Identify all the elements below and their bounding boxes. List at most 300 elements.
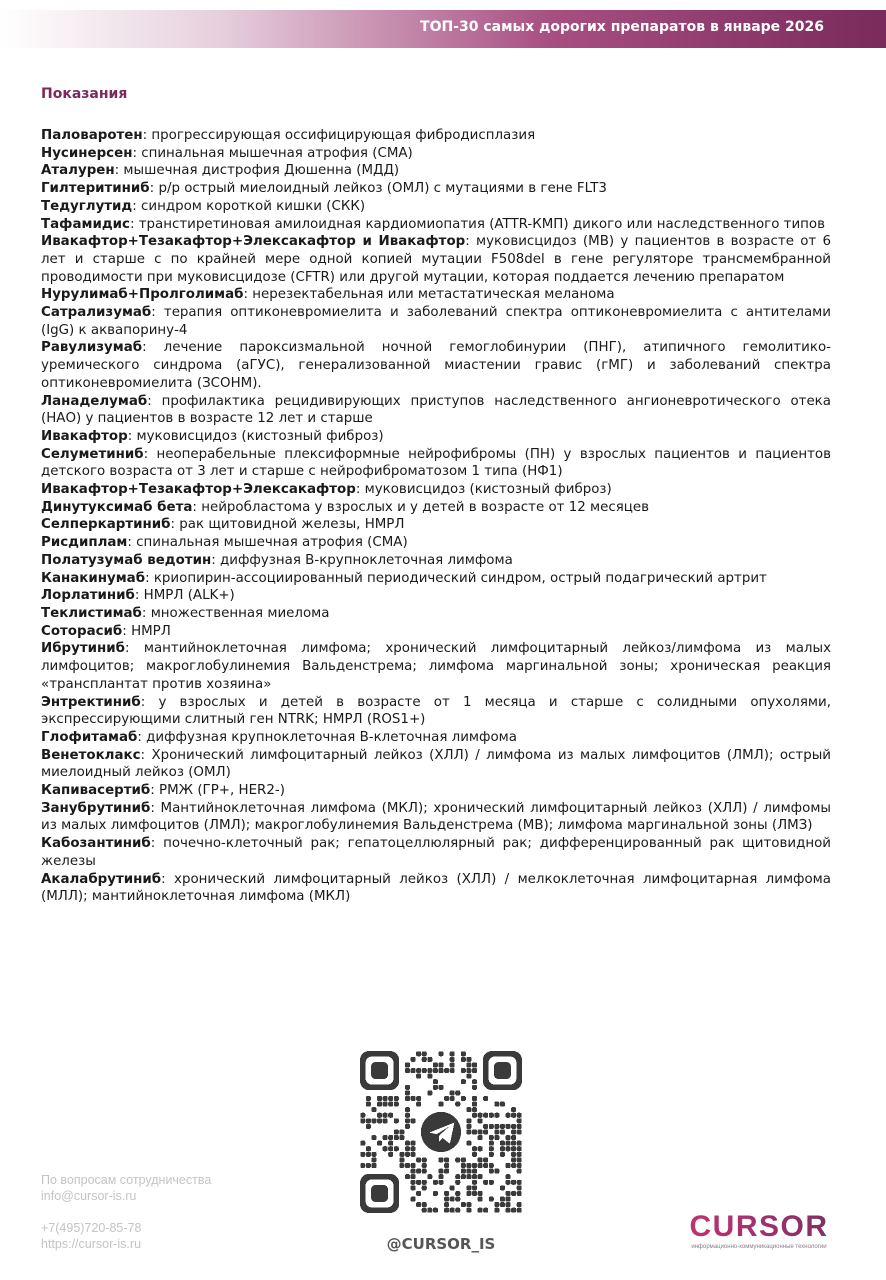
qr-module [517, 1208, 522, 1213]
qr-module [411, 1197, 416, 1202]
qr-module [461, 1051, 466, 1056]
qr-module [405, 1107, 410, 1112]
qr-module [371, 1163, 376, 1168]
drug-name: Динутуксимаб бета [41, 499, 193, 515]
section-title: Показания [41, 86, 128, 102]
qr-module [422, 1051, 427, 1056]
drug-name: Венетоклакс [41, 747, 141, 763]
qr-module [405, 1090, 410, 1095]
contact-phone[interactable]: +7(495)720-85-78 [41, 1221, 142, 1235]
qr-module [494, 1208, 499, 1213]
qr-module [478, 1157, 483, 1162]
drug-name: Равулизумаб [41, 340, 143, 356]
drug-name: Тафамидис [41, 216, 130, 232]
qr-module [360, 1163, 365, 1168]
qr-module [472, 1191, 477, 1196]
qr-module [444, 1208, 449, 1213]
qr-module [399, 1157, 404, 1162]
qr-module [511, 1124, 516, 1129]
qr-module [461, 1169, 466, 1174]
qr-module [466, 1074, 471, 1079]
qr-module [511, 1163, 516, 1168]
qr-module [483, 1208, 488, 1213]
qr-module [500, 1197, 505, 1202]
qr-module [483, 1129, 488, 1134]
qr-module [489, 1146, 494, 1151]
qr-module [472, 1113, 477, 1118]
qr-module [517, 1129, 522, 1134]
qr-module [466, 1169, 471, 1174]
qr-module [478, 1113, 483, 1118]
qr-module [450, 1096, 455, 1101]
qr-module [517, 1191, 522, 1196]
qr-module [483, 1163, 488, 1168]
qr-module [405, 1085, 410, 1090]
qr-module [377, 1102, 382, 1107]
qr-module [438, 1051, 443, 1056]
qr-module [472, 1180, 477, 1185]
drug-name: Энтректиниб [41, 694, 141, 710]
qr-module [405, 1146, 410, 1151]
qr-module [466, 1124, 471, 1129]
indication-text: хронический лимфоцитарный лейкоз (ХЛЛ) / мелкоклеточная лимфоцитарная лимфома (МЛЛ); мантийноклеточная лимфома (МКЛ) [41, 871, 831, 905]
qr-module [394, 1102, 399, 1107]
indication-entry: Ивакафтор: муковисцидоз (кистозный фиброз) [41, 428, 384, 444]
qr-module [506, 1208, 511, 1213]
indication-text: НМРЛ (ALK+) [143, 588, 235, 604]
qr-module [489, 1124, 494, 1129]
qr-module [394, 1135, 399, 1140]
qr-module [422, 1185, 427, 1190]
qr-module [438, 1180, 443, 1185]
qr-module [416, 1202, 421, 1207]
qr-module [506, 1197, 511, 1202]
drug-name: Ивакафтор [41, 428, 128, 444]
indication-text: криопирин-ассоциированный периодический синдром, острый подагрический артрит [153, 570, 767, 586]
qr-finder-core [371, 1062, 388, 1079]
qr-module [411, 1169, 416, 1174]
indication-text: нейробластома у взрослых и у детей в возрасте от 12 месяцев [201, 499, 649, 515]
qr-module [494, 1124, 499, 1129]
qr-module [388, 1135, 393, 1140]
qr-module [433, 1191, 438, 1196]
qr-module [455, 1102, 460, 1107]
qr-module [466, 1062, 471, 1067]
qr-module [433, 1208, 438, 1213]
qr-module [450, 1057, 455, 1062]
indication-entry: Паловаротен: прогрессирующая оссифицирующая фибродисплазия [41, 128, 536, 143]
qr-module [506, 1124, 511, 1129]
indication-text: прогрессирующая оссифицирующая фибродисплазия [151, 128, 536, 143]
drug-name: Нусинерсен [41, 145, 133, 161]
indication-text: Хронический лимфоцитарный лейкоз (ХЛЛ) / лимфома из малых лимфоцитов (ЛМЛ); острый миелоидный лейкоз (ОМЛ) [41, 747, 831, 781]
indication-entry: Теклистимаб: множественная миелома [41, 605, 330, 621]
qr-module [427, 1174, 432, 1179]
qr-module [416, 1074, 421, 1079]
qr-module [433, 1085, 438, 1090]
qr-module [506, 1163, 511, 1168]
qr-module [444, 1096, 449, 1101]
indication-entry: Ибрутиниб: мантийноклеточная лимфома; хронический лимфоцитарный лейкоз/лимфома из малых лимфоцитов; макроглобулинемия Вальденстрема; лимфома маргинальной зоны; хроническая реакция «трансплантат против хозяина» [41, 641, 831, 692]
drug-name: Канакинумаб [41, 570, 146, 586]
indication-text: множественная миелома [150, 605, 330, 621]
qr-module [411, 1096, 416, 1101]
indication-text: синдром короткой кишки (СКК) [141, 198, 366, 214]
qr-module [438, 1062, 443, 1067]
qr-module [466, 1068, 471, 1073]
indication-text: лечение пароксизмальной ночной гемоглобинурии (ПНГ), атипичного гемолитико-уремического синдрома (аГУС), генерализованной миастении гравис (гМГ) и заболеваний спектра оптиконевромиелита (ЗСОНМ). [41, 340, 831, 391]
qr-module [483, 1157, 488, 1162]
qr-module [489, 1169, 494, 1174]
qr-module [472, 1068, 477, 1073]
qr-module [416, 1191, 421, 1196]
qr-module [450, 1062, 455, 1067]
qr-module [450, 1090, 455, 1095]
qr-module [411, 1180, 416, 1185]
qr-module [399, 1152, 404, 1157]
qr-module [405, 1062, 410, 1067]
indication-entry: Гилтеритиниб: р/р острый миелоидный лейкоз (ОМЛ) с мутациями в гене FLT3 [41, 181, 607, 197]
qr-module [433, 1062, 438, 1067]
qr-module [483, 1096, 488, 1101]
qr-module [472, 1062, 477, 1067]
qr-finder-core [371, 1185, 388, 1202]
indication-text: диффузная крупноклеточная В-клеточная лимфома [146, 729, 517, 745]
indication-entry: Тафамидис: транстиретиновая амилоидная кардиомиопатия (ATTR-КМП) дикого или наследственного типов [41, 216, 826, 232]
qr-module [416, 1051, 421, 1056]
qr-module [466, 1118, 471, 1123]
indication-text: нерезектабельная или метастатическая меланома [252, 287, 615, 303]
qr-module [438, 1068, 443, 1073]
logo-wordmark: CURSOR [683, 1212, 835, 1242]
qr-module [366, 1163, 371, 1168]
qr-module [438, 1085, 443, 1090]
qr-module [494, 1129, 499, 1134]
indication-entry: Ланаделумаб: профилактика рецидивирующих приступов наследственного ангионевротического отека (НАО) у пациентов в возрасте 12 лет и старше [41, 393, 831, 427]
qr-module [433, 1079, 438, 1084]
qr-module [405, 1141, 410, 1146]
qr-module [383, 1118, 388, 1123]
qr-module [366, 1146, 371, 1151]
qr-finder-core [494, 1062, 511, 1079]
qr-module [444, 1169, 449, 1174]
indication-text: мышечная дистрофия Дюшенна (МДД) [123, 163, 400, 179]
qr-module [489, 1135, 494, 1140]
contact-website[interactable]: https://cursor-is.ru [41, 1237, 142, 1251]
indication-entry: Полатузумаб ведотин: диффузная В-крупноклеточная лимфома [41, 552, 513, 568]
qr-module [377, 1118, 382, 1123]
qr-module [506, 1135, 511, 1140]
indication-entry: Равулизумаб: лечение пароксизмальной ночной гемоглобинурии (ПНГ), атипичного гемолитико-уремического синдрома (аГУС), генерализованной миастении гравис (гМГ) и заболеваний спектра оптиконевромиелита (ЗСОНМ). [41, 340, 831, 391]
qr-module [517, 1141, 522, 1146]
indication-text: р/р острый миелоидный лейкоз (ОМЛ) с мутациями в гене FLT3 [158, 181, 607, 197]
drug-name: Ивакафтор+Тезакафтор+Элексакафтор и Ивакафтор [41, 234, 466, 250]
qr-module [416, 1068, 421, 1073]
qr-module [466, 1057, 471, 1062]
qr-module [416, 1180, 421, 1185]
qr-module [405, 1113, 410, 1118]
indication-entry: Соторасиб: НМРЛ [41, 623, 171, 639]
qr-module [405, 1163, 410, 1168]
qr-module [461, 1068, 466, 1073]
qr-module [483, 1180, 488, 1185]
qr-module [478, 1129, 483, 1134]
qr-module [399, 1163, 404, 1168]
qr-module [405, 1152, 410, 1157]
qr-module [517, 1157, 522, 1162]
qr-module [494, 1135, 499, 1140]
qr-module [438, 1157, 443, 1162]
qr-module [461, 1079, 466, 1084]
qr-module [466, 1141, 471, 1146]
indication-text: мантийноклеточная лимфома; хронический лимфоцитарный лейкоз/лимфома из малых лимфоцитов; макроглобулинемия Вальденстрема; лимфома маргинальной зоны; хроническая реакция «трансплантат против хозяина» [41, 641, 831, 692]
qr-module [433, 1180, 438, 1185]
qr-module [444, 1163, 449, 1168]
drug-name: Ибрутиниб [41, 641, 125, 657]
qr-module [500, 1202, 505, 1207]
qr-module [455, 1157, 460, 1162]
indication-text: РМЖ (ГР+, HER2-) [159, 783, 285, 799]
qr-module [371, 1118, 376, 1123]
indication-entry: Динутуксимаб бета: нейробластома у взрослых и у детей в возрасте от 12 месяцев [41, 499, 649, 515]
qr-module [388, 1102, 393, 1107]
qr-module [500, 1124, 505, 1129]
drug-name: Капивасертиб [41, 783, 151, 799]
qr-module [444, 1202, 449, 1207]
qr-module [383, 1113, 388, 1118]
indication-text: спинальная мышечная атрофия (СМА) [141, 145, 413, 161]
indication-text: муковисцидоз (МВ) у пациентов в возрасте от 6 лет и старше с по крайней мере одной копией мутации F508del в гене регуляторе трансмембранной проводимости при муковисцидозе (CFTR) или другой мутации, которая поддается лечению препаратом [41, 234, 831, 285]
qr-module [478, 1191, 483, 1196]
drug-name: Селперкартиниб [41, 517, 171, 533]
qr-module [478, 1118, 483, 1123]
qr-module [461, 1157, 466, 1162]
drug-name: Акалабрутиниб [41, 871, 162, 887]
qr-module [494, 1169, 499, 1174]
indication-entry: Кабозантиниб: почечно-клеточный рак; гепатоцеллюлярный рак; дифференцированный рак щитовидной железы [41, 836, 831, 869]
qr-module [472, 1146, 477, 1151]
qr-module [494, 1202, 499, 1207]
qr-module [422, 1208, 427, 1213]
qr-module [472, 1174, 477, 1179]
drug-name: Лорлатиниб [41, 588, 135, 604]
qr-module [517, 1113, 522, 1118]
qr-module [461, 1057, 466, 1062]
qr-module [506, 1174, 511, 1179]
qr-module [461, 1096, 466, 1101]
qr-module [411, 1174, 416, 1179]
qr-module [517, 1152, 522, 1157]
qr-module [427, 1208, 432, 1213]
qr-module [478, 1174, 483, 1179]
qr-module [511, 1129, 516, 1134]
indication-entry: Занубрутиниб: Мантийноклеточная лимфома (МКЛ); хронический лимфоцитарный лейкоз (ХЛЛ) / лимфомы из малых лимфоцитов (ЛМЛ); макроглобулинемия Вальденстрема (МВ); лимфома маргинальной зоны (ЛМЗ) [41, 800, 831, 834]
qr-module [427, 1074, 432, 1079]
qr-module [506, 1113, 511, 1118]
qr-module [422, 1068, 427, 1073]
indication-entry: Лорлатиниб: НМРЛ (ALK+) [41, 588, 235, 604]
indication-entry: Нусинерсен: спинальная мышечная атрофия (СМА) [41, 145, 413, 161]
indication-entry: Рисдиплам: спинальная мышечная атрофия (СМА) [41, 535, 408, 551]
qr-module [388, 1141, 393, 1146]
qr-module [383, 1146, 388, 1151]
telegram-icon [421, 1112, 461, 1152]
qr-module [360, 1141, 365, 1146]
qr-module [405, 1068, 410, 1073]
qr-module [511, 1135, 516, 1140]
indication-entry: Сатрализумаб: терапия оптиконевромиелита и заболеваний спектра оптиконевромиелита с антителами (IgG) к аквапорину-4 [41, 305, 831, 338]
contact-email[interactable]: info@cursor-is.ru [41, 1189, 137, 1203]
qr-module [466, 1174, 471, 1179]
qr-module [489, 1152, 494, 1157]
qr-module [383, 1102, 388, 1107]
qr-module [494, 1113, 499, 1118]
indication-entry: Капивасертиб: РМЖ (ГР+, HER2-) [41, 783, 285, 799]
qr-module [416, 1169, 421, 1174]
qr-module [506, 1202, 511, 1207]
qr-module [394, 1146, 399, 1151]
qr-module [411, 1163, 416, 1168]
qr-module [455, 1090, 460, 1095]
qr-module [411, 1146, 416, 1151]
indication-entry: Тедуглутид: синдром короткой кишки (СКК) [41, 198, 366, 214]
qr-module [472, 1096, 477, 1101]
qr-module [371, 1107, 376, 1112]
qr-module [472, 1102, 477, 1107]
telegram-qr-code[interactable] [360, 1051, 522, 1213]
indication-entry: Венетоклакс: Хронический лимфоцитарный лейкоз (ХЛЛ) / лимфома из малых лимфоцитов (ЛМЛ); острый миелоидный лейкоз (ОМЛ) [41, 747, 831, 781]
indication-entry: Селперкартиниб: рак щитовидной железы, НМРЛ [41, 517, 405, 533]
qr-module [450, 1208, 455, 1213]
qr-module [444, 1197, 449, 1202]
qr-module [371, 1135, 376, 1140]
qr-module [416, 1102, 421, 1107]
qr-module [489, 1163, 494, 1168]
qr-module [500, 1185, 505, 1190]
qr-module [405, 1096, 410, 1101]
qr-module [411, 1141, 416, 1146]
qr-module [394, 1118, 399, 1123]
indication-text: муковисцидоз (кистозный фиброз) [136, 428, 384, 444]
qr-module [466, 1185, 471, 1190]
qr-module [511, 1107, 516, 1112]
qr-module [472, 1169, 477, 1174]
qr-module [511, 1152, 516, 1157]
qr-module [377, 1141, 382, 1146]
indications-list [41, 127, 831, 906]
qr-module [438, 1174, 443, 1179]
qr-module [489, 1197, 494, 1202]
indication-entry: Ивакафтор+Тезакафтор+Элексакафтор: муковисцидоз (кистозный фиброз) [41, 482, 612, 498]
qr-module [366, 1152, 371, 1157]
qr-module [360, 1152, 365, 1157]
qr-module [517, 1185, 522, 1190]
qr-module [466, 1129, 471, 1134]
qr-module [466, 1107, 471, 1112]
qr-module [500, 1129, 505, 1134]
drug-name: Кабозантиниб [41, 836, 151, 852]
qr-module [444, 1157, 449, 1162]
drug-name: Нурулимаб+Пролголимаб [41, 287, 244, 303]
drug-name: Паловаротен [41, 128, 143, 143]
qr-module [455, 1208, 460, 1213]
qr-module [377, 1113, 382, 1118]
qr-module [511, 1180, 516, 1185]
qr-module [427, 1068, 432, 1073]
qr-module [489, 1141, 494, 1146]
drug-name: Селуметиниб [41, 446, 144, 462]
qr-module [371, 1157, 376, 1162]
drug-name: Аталурен [41, 163, 115, 179]
qr-module [377, 1096, 382, 1101]
qr-module [455, 1180, 460, 1185]
qr-module [444, 1191, 449, 1196]
qr-module [472, 1185, 477, 1190]
qr-module [450, 1068, 455, 1073]
qr-module [466, 1202, 471, 1207]
qr-module [478, 1146, 483, 1151]
qr-module [500, 1141, 505, 1146]
qr-module [388, 1113, 393, 1118]
qr-module [517, 1124, 522, 1129]
qr-module [450, 1197, 455, 1202]
indication-text: терапия оптиконевромиелита и заболеваний спектра оптиконевромиелита с антителами (IgG) к аквапорину-4 [41, 305, 831, 338]
qr-module [511, 1146, 516, 1151]
qr-module [422, 1057, 427, 1062]
qr-module [472, 1129, 477, 1134]
qr-module [506, 1191, 511, 1196]
indication-entry: Глофитамаб: диффузная крупноклеточная В-клеточная лимфома [41, 729, 517, 745]
qr-module [500, 1152, 505, 1157]
qr-module [366, 1124, 371, 1129]
qr-module [388, 1146, 393, 1151]
qr-module [472, 1085, 477, 1090]
drug-name: Глофитамаб [41, 729, 138, 745]
qr-module [399, 1135, 404, 1140]
qr-module [411, 1118, 416, 1123]
qr-module [438, 1169, 443, 1174]
indication-text: спинальная мышечная атрофия (СМА) [136, 535, 408, 551]
qr-module [405, 1174, 410, 1179]
indication-entry: Энтректиниб: у взрослых и детей в возрасте от 1 месяца и старше с солидными опухолями, экспрессирующими слитный ген NTRK; НМРЛ (ROS1+) [41, 694, 831, 728]
telegram-handle[interactable]: @CURSOR_IS [386, 1235, 496, 1253]
qr-module [422, 1163, 427, 1168]
qr-module [388, 1096, 393, 1101]
page-header-title: ТОП-30 самых дорогих препаратов в январе 2026 [420, 19, 824, 35]
indication-text: транстиретиновая амилоидная кардиомиопатия (ATTR-КМП) дикого или наследственного типов [138, 216, 826, 232]
indication-text: у взрослых и детей в возрасте от 1 месяца и старше с солидными опухолями, экспрессирующими слитный ген NTRK; НМРЛ (ROS1+) [41, 694, 831, 728]
qr-module [366, 1118, 371, 1123]
qr-module [466, 1191, 471, 1196]
qr-module [461, 1202, 466, 1207]
qr-module [472, 1107, 477, 1112]
qr-module [517, 1118, 522, 1123]
qr-module [511, 1208, 516, 1213]
qr-module [483, 1124, 488, 1129]
indication-entry: Аталурен: мышечная дистрофия Дюшенна (МДД) [41, 163, 400, 179]
indication-entry: Канакинумаб: криопирин-ассоциированный периодический синдром, острый подагрический артрит [41, 570, 767, 586]
qr-module [416, 1157, 421, 1162]
qr-module [360, 1118, 365, 1123]
drug-name: Рисдиплам [41, 535, 128, 551]
qr-module [422, 1180, 427, 1185]
qr-module [517, 1163, 522, 1168]
qr-module [450, 1051, 455, 1056]
indication-text: диффузная В-крупноклеточная лимфома [220, 552, 513, 568]
qr-module [478, 1135, 483, 1140]
qr-module [444, 1068, 449, 1073]
qr-module [450, 1185, 455, 1190]
